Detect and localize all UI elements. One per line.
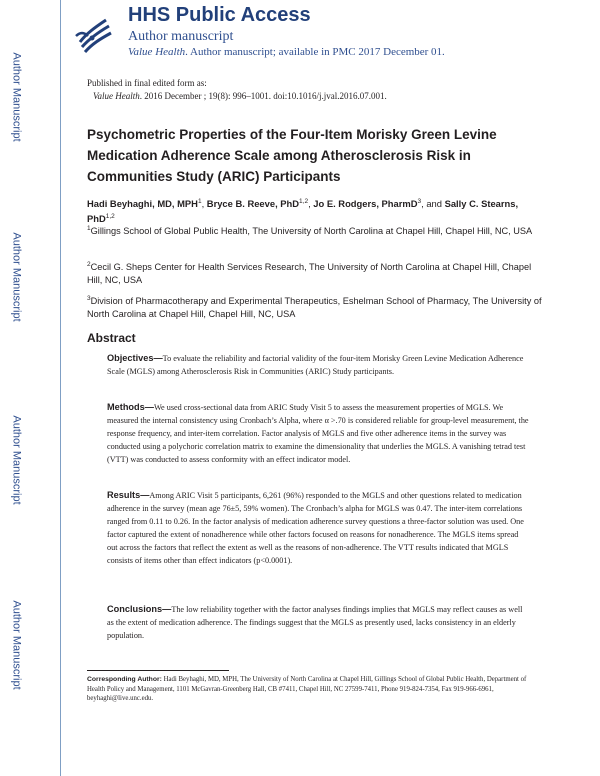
- abstract-heading: Abstract: [87, 331, 136, 345]
- hhs-eagle-logo-icon: [72, 12, 116, 56]
- published-in-label: Published in final edited form as:: [87, 78, 207, 88]
- hhs-public-access-title: HHS Public Access: [128, 4, 311, 26]
- availability-line: Value Health. Author manuscript; available in PMC 2017 December 01.: [128, 46, 445, 58]
- corresponding-author-footnote: Corresponding Author: Hadi Beyhaghi, MD, MPH, The University of North Carolina at Chapel Hill, Gillings School of Global Public Health, Department of Health Policy and Management, 1101 McGavran-Greenberg Hall, CB #7411, Chapel Hill, NC 27599-7411, Phone 919-824-7354, Fax 919-966-6961, beyhaghi@live.unc.edu.: [87, 676, 527, 702]
- sidebar-label: Author Manuscript: [11, 415, 24, 505]
- sidebar-label: Author Manuscript: [11, 600, 24, 690]
- footnote-divider: [87, 670, 229, 671]
- abstract-results: Results—Among ARIC Visit 5 participants, 6,261 (96%) responded to the MGLS and other questions related to medication adherence in the survey (mean age 76±5, 59% women). The Cronbach’s alpha for MGLS was 0.47. The inter-item correlations ranged from 0.11 to 0.26. In the factor analysis of medication adherence survey questions a three-factor solution was used. One factor captured the extent of nonadherence while other factors focused on reasons for nonadherence. The MGLS items spread out across the factors that reflect the extent as well as the reasons of non-adherence. The VTT results indicated that MGLS consists of items other than effect indicators (p<0.0001).: [107, 490, 524, 565]
- affiliation: $^3$Division of Pharmacotherapy and Experimental Therapeutics, Eshelman School of Pharmacy, The University of North Carolina at Chapel Hill, Chapel Hill, NC, USA: [87, 295, 542, 320]
- affiliation: $^2$Cecil G. Sheps Center for Health Services Research, The University of North Carolina at Chapel Hill, Chapel Hill, NC, USA: [87, 261, 532, 286]
- abstract-objectives: Objectives—To evaluate the reliability and factorial validity of the four-item Morisky Green Levine Medication Adherence Scale (MGLS) among Atherosclerosis Risk in Communities (ARIC) Study participants.: [107, 353, 524, 376]
- affiliation: $^1$Gillings School of Global Public Health, The University of North Carolina at Chapel Hill, Chapel Hill, NC, USA: [87, 225, 533, 237]
- sidebar-label: Author Manuscript: [11, 52, 24, 142]
- author-manuscript-subtitle: Author manuscript: [128, 29, 234, 44]
- citation-line: Value Health. 2016 December ; 19(8): 996–1001. doi:10.1016/j.jval.2016.07.001.: [93, 91, 387, 101]
- sidebar-label: Author Manuscript: [11, 232, 24, 322]
- abstract-methods: Methods—We used cross-sectional data from ARIC Study Visit 5 to assess the measurement properties of MGLS. We measured the internal consistency using Cronbach’s Alpha, where α >.70 is considered reliable for group-level measurement, the response frequency, and inter-item correlation. Factor analysis of MGLS and five other adherence items in the survey was conducted using a polychoric correlation matrix to examine the dimensionality that underlies the MGLS. A vanishing tetrad test (VTT) was conducted to assess conformity with an effect indicator model.: [107, 402, 529, 464]
- abstract-conclusions: Conclusions—The low reliability together with the factor analyses findings implies that MGLS may reflect causes as well as the extent of medication adherence. The findings suggest that the MGLS as presently used, lacks consistency in an elderly population.: [107, 604, 523, 640]
- article-title: Psychometric Properties of the Four-Item Morisky Green Levine Medication Adherence Scale among Atherosclerosis Risk in Communities Study (ARIC) Participants: [87, 127, 497, 184]
- author-list: Hadi Beyhaghi, MD, MPH$^1$, Bryce B. Reeve, PhD$^{1,2}$, Jo E. Rodgers, PharmD$^3$, and Sally C. Stearns, PhD$^{1,2}$: [87, 198, 519, 225]
- sidebar-divider: [60, 0, 61, 776]
